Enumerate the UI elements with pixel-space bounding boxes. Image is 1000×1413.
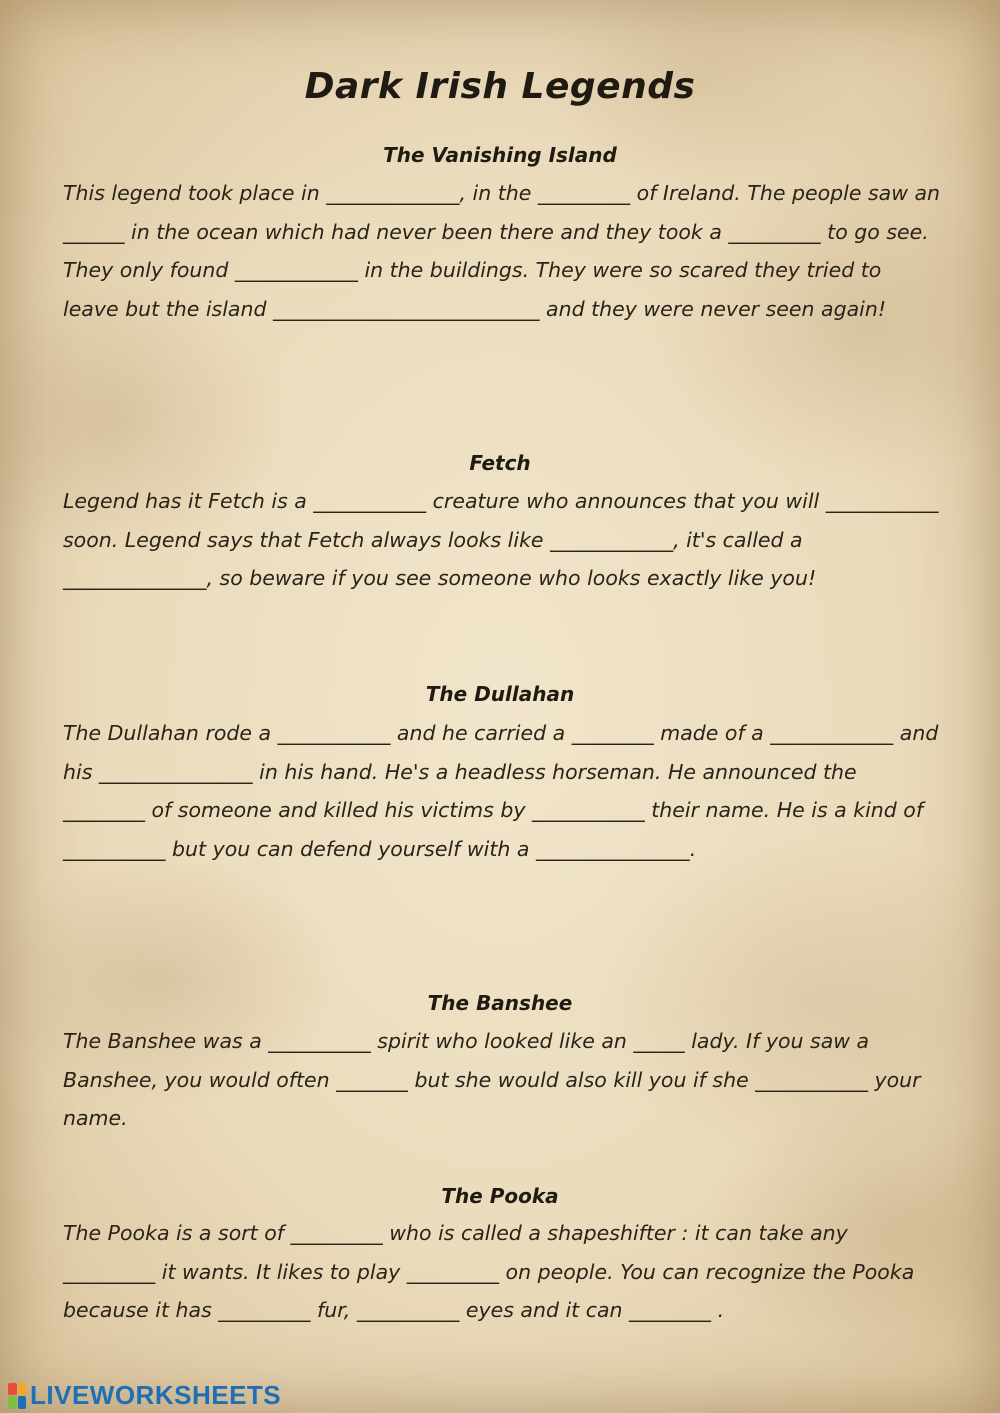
section-text-vanishing-island: This legend took place in _____________, in the _________ of Ireland. The people saw an ______ in the ocean which had never been there and they took a _________ to go see. They only found ____________ in the buildings. They were so scared they tried to leave but the island __________________________ and they were never seen again! [63,181,941,321]
section-heading-banshee: The Banshee [427,991,573,1015]
liveworksheets-logo-icon [8,1383,26,1409]
section-heading-vanishing-island: The Vanishing Island [383,143,617,167]
logo-square-orange [18,1383,27,1396]
logo-square-blue [18,1396,27,1409]
liveworksheets-logo [8,1380,281,1411]
logo-text: LIVEWORKSHEETS [30,1380,282,1410]
section-heading-dullahan: The Dullahan [425,682,575,706]
logo-square-green [8,1396,17,1409]
section-heading-pooka: The Pooka [441,1184,559,1208]
logo-square-red [8,1383,17,1396]
section-text-pooka: The Pooka is a sort of _________ who is called a shapeshifter : it can take any _________ it wants. It likes to play _________ on people. You can recognize the Pooka because it has _________ fur, __________ eyes and it can ________ . [63,1221,915,1323]
section-heading-fetch: Fetch [469,451,531,475]
page-title: Dark Irish Legends [304,66,696,108]
section-text-dullahan: The Dullahan rode a ___________ and he carried a ________ made of a ____________ and his _______________ in his hand. He's a headless horseman. He announced the ________ of someone and killed his victims by ___________ their name. He is a kind of __________ but you can defend yourself with a _______________. [63,721,939,861]
section-text-banshee: The Banshee was a __________ spirit who looked like an _____ lady. If you saw a Banshee, you would often _______ but she would also kill you if she ___________ your name. [63,1029,921,1131]
section-text-fetch: Legend has it Fetch is a ___________ creature who announces that you will ___________ soon. Legend says that Fetch always looks like ____________, it's called a ______________, so beware if you see someone who looks exactly like you! [63,489,939,591]
